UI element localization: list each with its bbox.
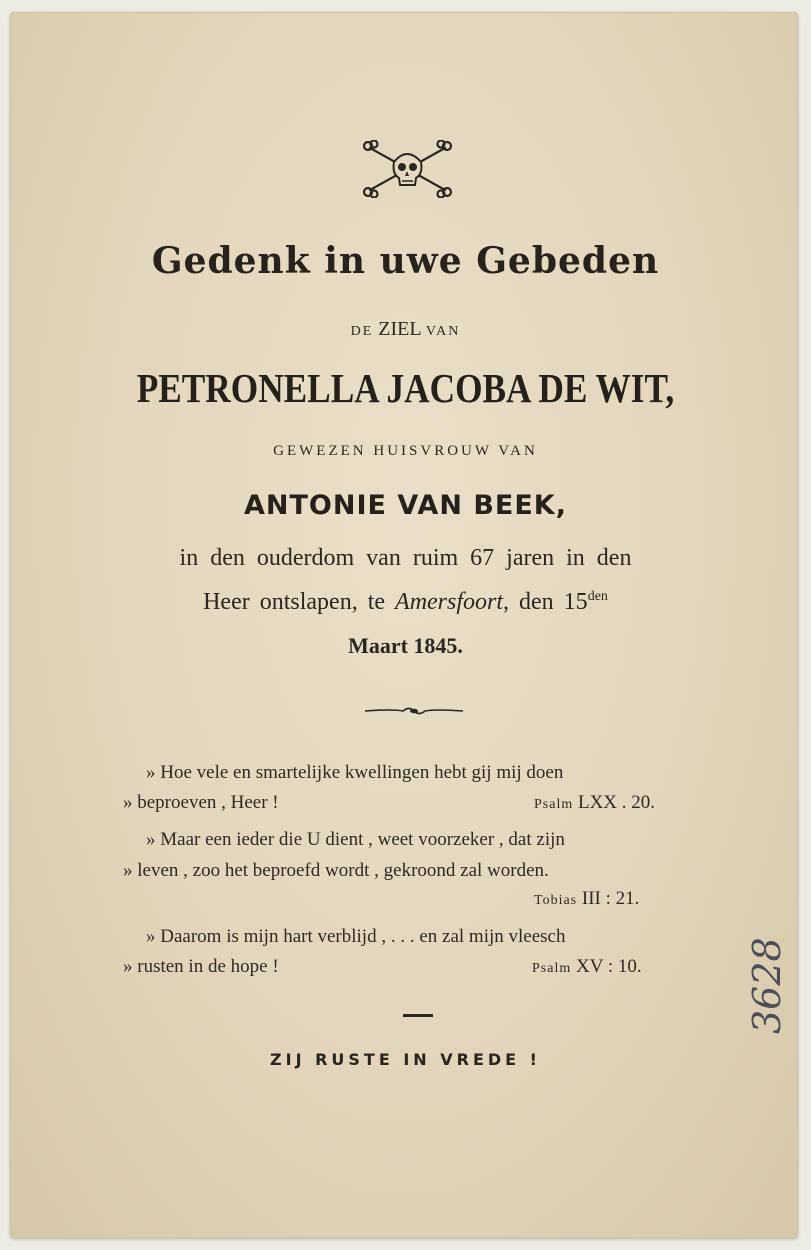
death-place: Amersfoort (395, 589, 504, 615)
quote-1-ref-book: Psalm (534, 797, 574, 812)
ziel-word: ZIEL (378, 318, 421, 340)
deceased-name: PETRONELLA JACOBA DE WIT, (136, 365, 675, 411)
quote-1-ref (534, 792, 655, 814)
quote-1-line-1: » Hoe vele en smartelijke kwellingen hebt gij mij doen (146, 762, 564, 783)
ziel-de: DE (350, 324, 374, 339)
closing-line: ZIJ RUSTE IN VREDE ! (270, 1050, 541, 1069)
quote-2-ref (534, 888, 639, 910)
ornament-divider (363, 703, 465, 719)
death-line-2 (0, 589, 811, 616)
quote-2-ref-book: Tobias (534, 893, 578, 908)
quote-1-ref-num: LXX . 20. (573, 792, 656, 813)
quote-3-ref (532, 956, 642, 978)
quote-2-line-2: » leven , zoo het beproefd wordt , gekroond zal worden. (123, 860, 549, 881)
death-line-2b: , den 15 (503, 589, 588, 615)
quote-3-line-2: » rusten in de hope ! (123, 956, 279, 977)
death-line-1: in den ouderdom van ruim 67 jaren in den (179, 545, 632, 571)
quote-3-ref-book: Psalm (532, 961, 572, 976)
ziel-van: VAN (425, 324, 461, 339)
day-suffix: den (587, 589, 608, 604)
heading: Gedenk in uwe Gebeden (151, 240, 660, 282)
spouse-name: ANTONIE VAN BEEK, (244, 490, 567, 521)
ziel-line (0, 318, 811, 341)
quote-3-line-1: » Daarom is mijn hart verblijd , . . . en zal mijn vleesch (146, 926, 566, 947)
gewezen-line: GEWEZEN HUISVROUW VAN (273, 443, 538, 459)
death-line-2a: Heer ontslapen, te (203, 589, 396, 615)
quote-3-ref-num: XV : 10. (571, 956, 642, 977)
quote-2-line-1: » Maar een ieder die U dient , weet voorzeker , dat zijn (146, 829, 565, 850)
quote-1-line-2: » beproeven , Heer ! (123, 792, 279, 813)
skull-crossbones-icon (360, 140, 455, 198)
death-date: Maart 1845. (348, 633, 463, 658)
shelfmark-annotation: 3628 (745, 937, 789, 1034)
short-divider (403, 1014, 433, 1017)
quote-2-ref-num: III : 21. (577, 888, 640, 909)
